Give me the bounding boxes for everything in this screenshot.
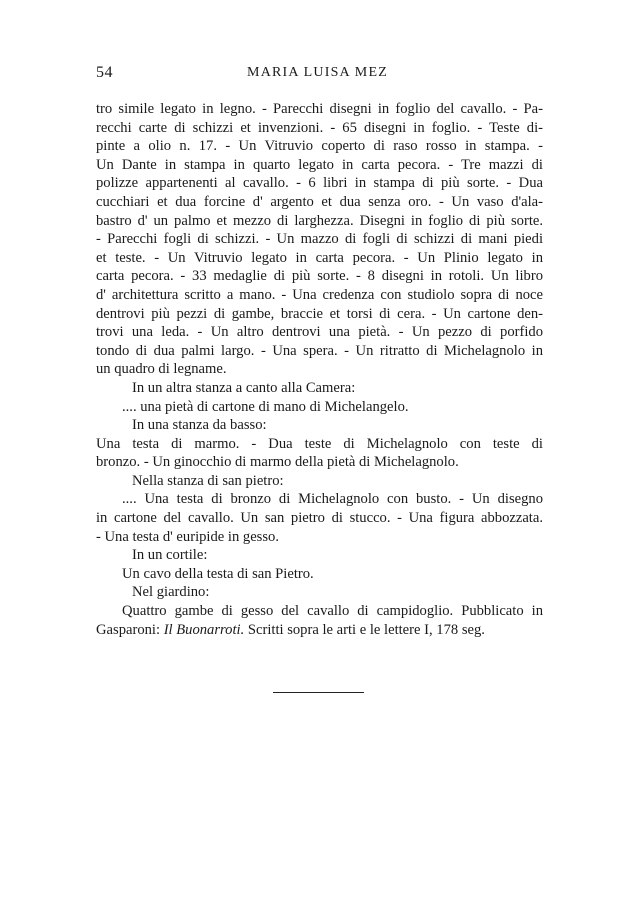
citation-suffix: Scritti sopra le arti e le lettere I, 178 seg.: [244, 621, 485, 638]
text-line: Quattro gambe di gesso del cavallo di campidoglio. Pubblicato in: [122, 603, 543, 620]
text-line: tro simile legato in legno. - Parecchi disegni in foglio del cavallo. - Pa-: [96, 101, 543, 117]
body-text: [96, 100, 543, 639]
page-number: 54: [96, 64, 113, 81]
text-line: - Parecchi fogli di schizzi. - Un mazzo di fogli di schizzi di mani piedi: [96, 231, 543, 248]
section-heading-giardino: Nel giardino:: [132, 584, 210, 601]
text-line: tondo di dua palmi largo. - Una spera. - Un ritratto di Michelagnolo in: [96, 342, 543, 359]
text-line: bastro d' un palmo et mezzo di larghezza. Disegni in foglio di più sorte.: [96, 212, 543, 229]
text-line: carta pecora. - 33 medaglie di più sorte. - 8 disegni in rotoli. Un libro: [96, 268, 543, 285]
text-line: recchi carte di schizzi et invenzioni. - 65 disegni in foglio. - Teste di-: [96, 119, 543, 136]
text-line: et teste. - Un Vitruvio legato in carta pecora. - Un Plinio legato in: [96, 249, 543, 266]
inventory-paragraph: [96, 100, 543, 379]
text-line: un quadro di legname.: [96, 361, 227, 378]
section-text-camera: .... una pietà di cartone di mano di Michelangelo.: [122, 398, 409, 415]
text-line: Un Dante in stampa in quarto legato in carta pecora. - Tre mazzi di: [96, 156, 543, 173]
citation-line: [96, 621, 543, 640]
text-line: Una testa di marmo. - Dua teste di Michelagnolo con teste di: [96, 435, 543, 452]
text-line: .... Una testa di bronzo di Michelagnolo con busto. - Un disegno: [122, 491, 543, 508]
section-text-cortile: Un cavo della testa di san Pietro.: [122, 565, 314, 582]
section-heading-basso: In una stanza da basso:: [132, 417, 267, 434]
text-line: dentrovi più pezzi di gambe, braccie et torsi di cera. - Un cartone den-: [96, 305, 543, 322]
text-line: polizze appartenenti al cavallo. - 6 libri in stampa di più sorte. - Dua: [96, 175, 543, 192]
section-heading-pietro: Nella stanza di san pietro:: [132, 472, 284, 489]
citation-prefix: Gasparoni:: [96, 621, 164, 638]
section-heading-cortile: In un cortile:: [132, 547, 208, 564]
page-header: [96, 64, 539, 86]
running-head: MARIA LUISA MEZ: [247, 65, 388, 80]
section-divider-rule: [273, 692, 364, 693]
text-line: cucchiari et dua forcine d' argento et dua senza oro. - Un vaso d'ala-: [96, 193, 543, 210]
text-line: in cartone del cavallo. Un san pietro di stucco. - Una figura abbozzata.: [96, 510, 543, 527]
section-heading-camera: In un altra stanza a canto alla Camera:: [132, 379, 356, 396]
text-line: pinte a olio n. 17. - Un Vitruvio coperto di raso rosso in stampa. -: [96, 138, 543, 155]
text-line: trovi una leda. - Un altro dentrovi una pietà. - Un pezzo di porfido: [96, 324, 543, 341]
text-line: bronzo. - Un ginocchio di marmo della pietà di Michelagnolo.: [96, 454, 459, 471]
citation-title: Il Buonarroti.: [163, 621, 245, 638]
text-line: - Una testa d' euripide in gesso.: [96, 528, 279, 545]
text-line: d' architettura scritto a mano. - Una credenza con studiolo sopra di noce: [96, 286, 543, 303]
